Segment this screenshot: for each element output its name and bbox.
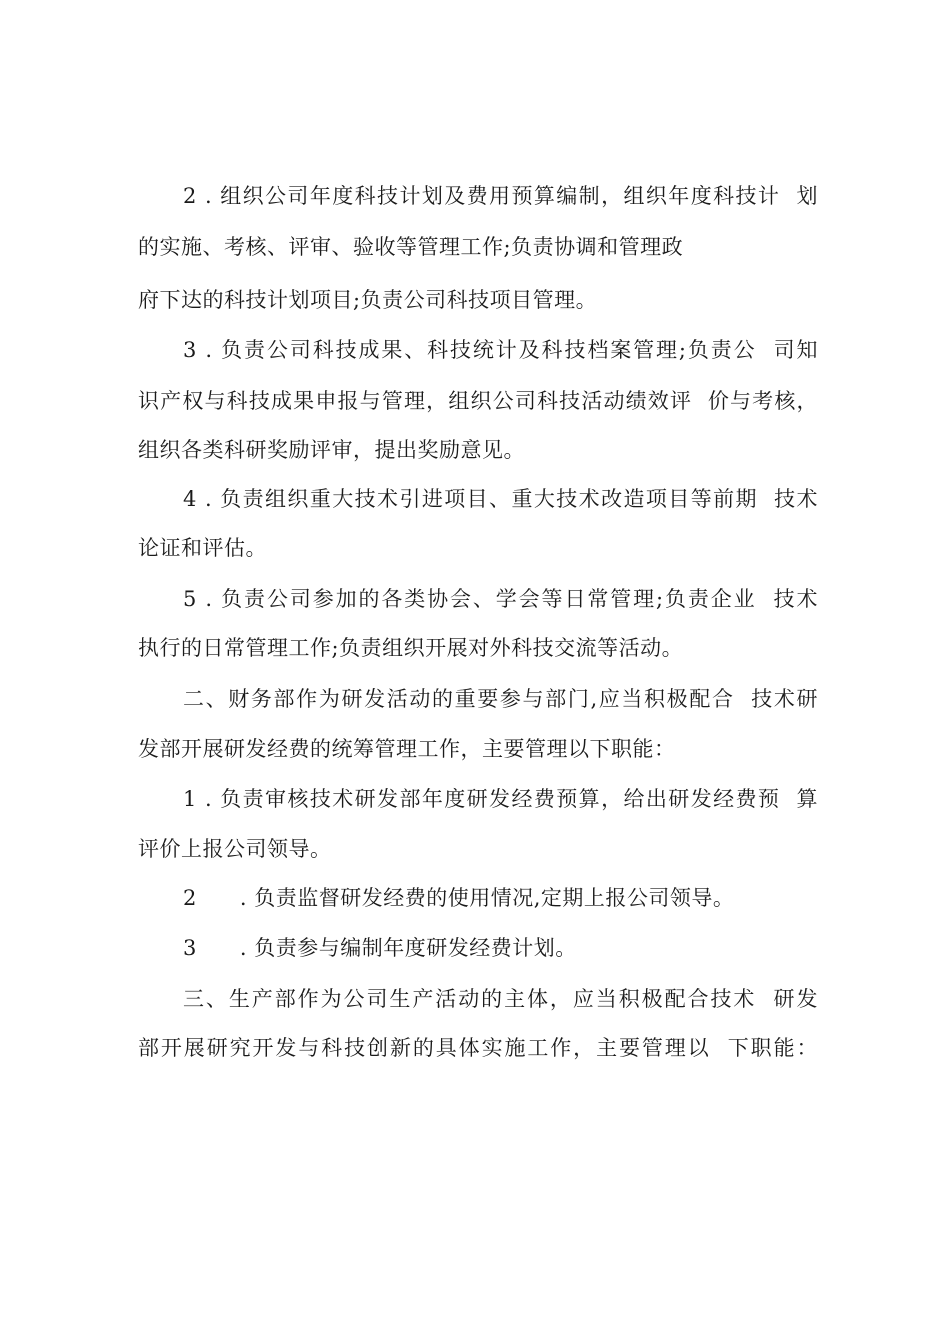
- paragraph-line: 4 . 负责组织重大技术引进项目、重大技术改造项目等前期 技术: [183, 487, 818, 511]
- paragraph-line: 府下达的科技计划项目;负责公司科技项目管理。: [138, 288, 598, 312]
- paragraph-line: 组织各类科研奖励评审，提出奖励意见。: [138, 438, 525, 462]
- paragraph-line: 评价上报公司领导。: [138, 837, 332, 861]
- paragraph-line: 3 . 负责公司科技成果、科技统计及科技档案管理;负责公 司知: [183, 338, 818, 362]
- paragraph-line: 识产权与科技成果申报与管理，组织公司科技活动绩效评 价与考核，: [138, 389, 818, 413]
- paragraph-line: 三、生产部作为公司生产活动的主体，应当积极配合技术 研发: [183, 987, 818, 1011]
- paragraph-line: 3 . 负责参与编制年度研发经费计划。: [183, 936, 577, 960]
- paragraph-line: 论证和评估。: [138, 536, 267, 560]
- paragraph-line: 1 . 负责审核技术研发部年度研发经费预算，给出研发经费预 算: [183, 787, 818, 811]
- paragraph-line: 2 . 组织公司年度科技计划及费用预算编制，组织年度科技计 划: [183, 184, 818, 208]
- paragraph-line: 5 . 负责公司参加的各类协会、学会等日常管理;负责企业 技术: [183, 587, 818, 611]
- paragraph-line: 的实施、考核、评审、验收等管理工作;负责协调和管理政: [138, 235, 684, 259]
- paragraph-line: 执行的日常管理工作;负责组织开展对外科技交流等活动。: [138, 636, 684, 660]
- paragraph-line: 发部开展研发经费的统筹管理工作，主要管理以下职能：: [138, 737, 676, 761]
- paragraph-line: 2 . 负责监督研发经费的使用情况,定期上报公司领导。: [183, 886, 735, 910]
- paragraph-line: 部开展研究开发与科技创新的具体实施工作，主要管理以 下职能：: [138, 1036, 818, 1060]
- paragraph-line: 二、财务部作为研发活动的重要参与部门,应当积极配合 技术研: [183, 687, 818, 711]
